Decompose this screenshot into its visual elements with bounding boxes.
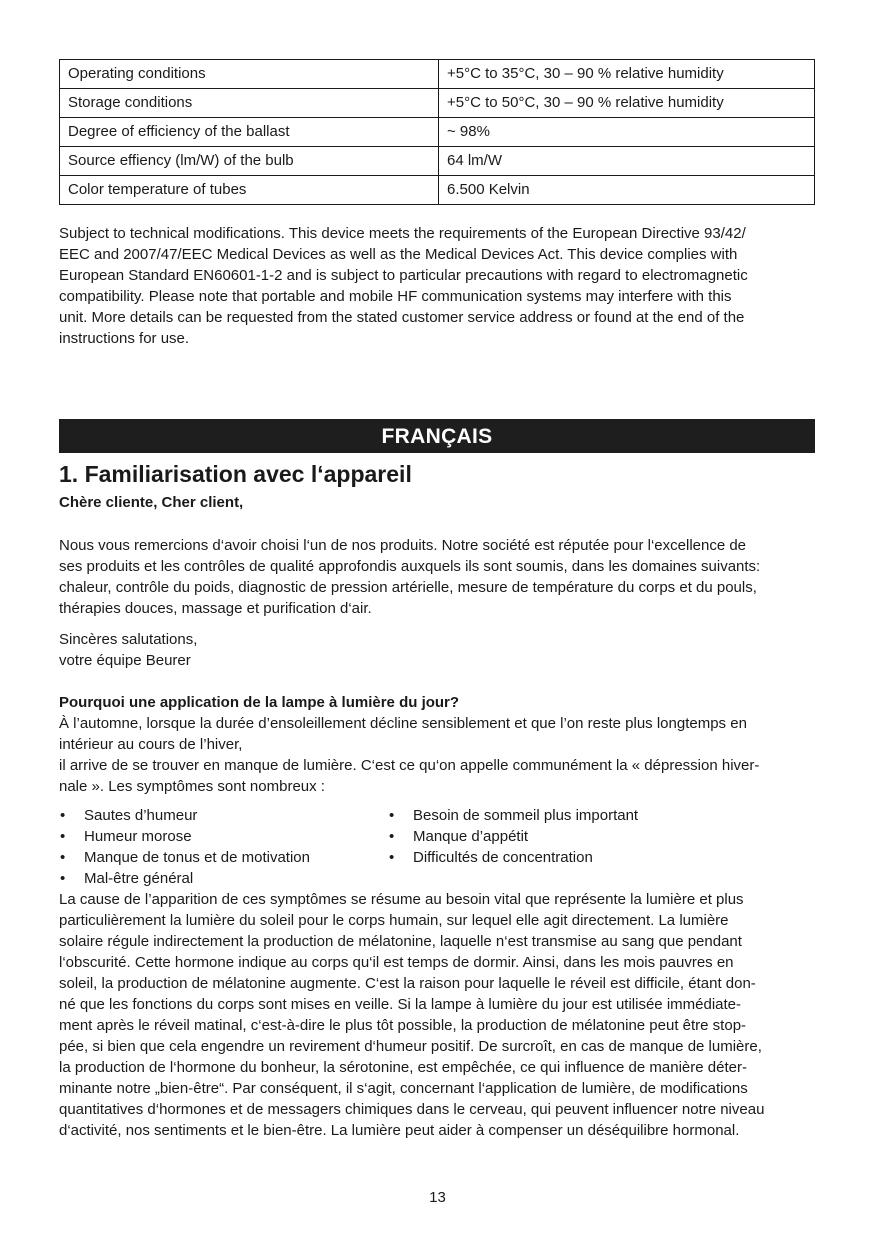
table-row — [60, 118, 815, 147]
spec-label: Source effiency (lm/W) of the bulb — [60, 147, 439, 176]
spec-value: +5°C to 50°C, 30 – 90 % relative humidity — [439, 89, 815, 118]
text-line: À l’automne, lorsque la durée d’ensoleillement décline sensiblement et que l’on reste plus longtemps en — [59, 715, 747, 732]
text-line: nale ». Les symptômes sont nombreux : — [59, 778, 325, 795]
cause-paragraph — [59, 889, 815, 1141]
text-line: d‘activité, nos sentiments et le bien-être. La lumière peut aider à compenser un déséquilibre hormonal. — [59, 1122, 740, 1139]
text-line: compatibility. Please note that portable and mobile HF communication systems may interfere with this — [59, 288, 732, 305]
text-line: la production de l‘hormone du bonheur, la sérotonine, est empêchée, ce qui influence de manière déter- — [59, 1059, 747, 1076]
specifications-table — [59, 59, 815, 205]
text-line: intérieur au cours de l’hiver, — [59, 736, 243, 753]
spec-value: ~ 98% — [439, 118, 815, 147]
symptoms-right-column — [388, 805, 638, 889]
text-line: ment après le réveil matinal, c‘est-à-dire le plus tôt possible, la production de mélatonine peut être stop- — [59, 1017, 747, 1034]
text-line: l‘obscurité. Cette hormone indique au corps qu‘il est temps de dormir. Ainsi, dans les mois pauvres en — [59, 954, 734, 971]
text-line: EEC and 2007/47/EEC Medical Devices as well as the Medical Devices Act. This device complies with — [59, 246, 738, 263]
text-line: particulièrement la lumière du soleil pour le corps humain, sur lequel elle agit directement. La lumière — [59, 912, 729, 929]
symptoms-list — [59, 805, 815, 889]
page-number: 13 — [429, 1189, 446, 1206]
intro-paragraph — [59, 535, 815, 619]
text-line: unit. More details can be requested from the stated customer service address or found at the end of the — [59, 309, 745, 326]
text-line: Nous vous remercions d‘avoir choisi l‘un de nos produits. Notre société est réputée pour l‘excellence de — [59, 537, 747, 554]
table-row — [60, 147, 815, 176]
table-row — [60, 60, 815, 89]
text-line: ses produits et les contrôles de qualité approfondis auxquels ils sont soumis, dans les domaines suivants: — [59, 558, 761, 575]
why-heading: Pourquoi une application de la lampe à lumière du jour? — [59, 694, 460, 711]
text-line: European Standard EN60601-1-2 and is subject to particular precautions with regard to electromagnetic — [59, 267, 748, 284]
disclaimer-paragraph — [59, 223, 815, 349]
list-item: • Besoin de sommeil plus important — [388, 805, 638, 826]
spec-label: Operating conditions — [60, 60, 439, 89]
table-row — [60, 176, 815, 205]
list-item: • Humeur morose — [59, 826, 388, 847]
symptoms-left-column — [59, 805, 388, 889]
list-item: • Difficultés de concentration — [388, 847, 638, 868]
spec-label: Degree of efficiency of the ballast — [60, 118, 439, 147]
spec-value: +5°C to 35°C, 30 – 90 % relative humidity — [439, 60, 815, 89]
section-title: 1. Familiarisation avec l‘appareil — [59, 461, 412, 487]
text-line: Subject to technical modifications. This device meets the requirements of the European Directive 93/42/ — [59, 225, 746, 242]
table-row — [60, 89, 815, 118]
text-line: soleil, la production de mélatonine augmente. C‘est la raison pour laquelle le réveil est difficile, étant don- — [59, 975, 756, 992]
text-line: instructions for use. — [59, 330, 190, 347]
spec-label: Color temperature of tubes — [60, 176, 439, 205]
signoff — [59, 629, 815, 671]
list-item: • Mal-être général — [59, 868, 388, 889]
text-line: solaire régule indirectement la production de mélatonine, laquelle n‘est transmise au sang que pendant — [59, 933, 742, 950]
text-line: minante notre „bien-être“. Par conséquent, il s‘agit, concernant l‘application de lumière, de modifications — [59, 1080, 748, 1097]
document-page — [59, 59, 815, 1141]
text-line: La cause de l’apparition de ces symptômes se résume au besoin vital que représente la lumière et plus — [59, 891, 744, 908]
list-item: • Sautes d’humeur — [59, 805, 388, 826]
text-line: il arrive de se trouver en manque de lumière. C‘est ce qu‘on appelle communément la « dépression hiver- — [59, 757, 760, 774]
spec-label: Storage conditions — [60, 89, 439, 118]
text-line: thérapies douces, massage et purification d‘air. — [59, 600, 372, 617]
text-line: pée, si bien que cela engendre un revirement d‘humeur positif. De surcroît, en cas de manque de lumière, — [59, 1038, 762, 1055]
why-paragraph — [59, 713, 815, 797]
spec-value: 6.500 Kelvin — [439, 176, 815, 205]
text-line: quantitatives d‘hormones et de messagers chimiques dans le cerveau, qui peuvent influencer notre niveau — [59, 1101, 765, 1118]
list-item: • Manque d’appétit — [388, 826, 638, 847]
greeting: Chère cliente, Cher client, — [59, 494, 244, 511]
text-line: chaleur, contrôle du poids, diagnostic de pression artérielle, mesure de température du corps et du pouls, — [59, 579, 757, 596]
text-line: né que les fonctions du corps sont mises en veille. Si la lampe à lumière du jour est utilisée immédiate- — [59, 996, 742, 1013]
text-line: votre équipe Beurer — [59, 652, 191, 669]
text-line: Sincères salutations, — [59, 631, 198, 648]
language-banner: FRANÇAIS — [59, 419, 815, 453]
list-item: • Manque de tonus et de motivation — [59, 847, 388, 868]
spec-value: 64 lm/W — [439, 147, 815, 176]
